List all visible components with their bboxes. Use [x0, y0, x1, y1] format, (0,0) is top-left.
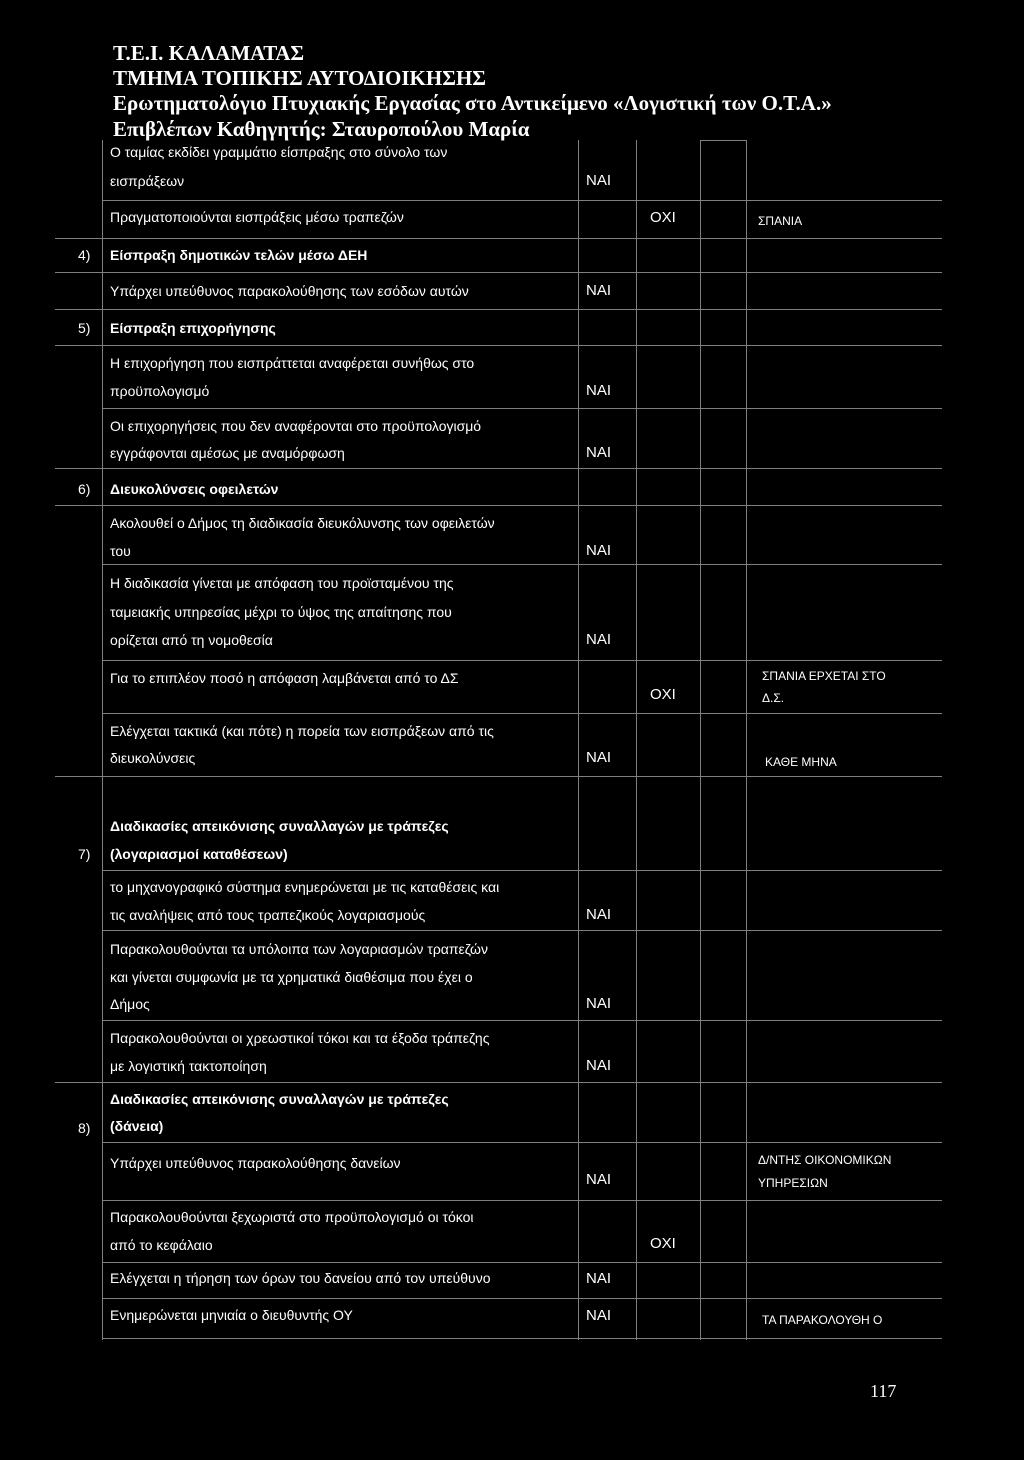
comment-text: ΣΠΑΝΙΑ — [758, 214, 803, 228]
question-text: Παρακολουθούνται οι χρεωστικοί τόκοι και τα έξοδα τράπεζης — [110, 1030, 490, 1046]
comment-text: Δ.Σ. — [762, 691, 785, 705]
header-supervisor: Επιβλέπων Καθηγητής: Σταυροπούλου Μαρία — [113, 117, 530, 141]
question-text: Ενημερώνεται μηνιαία ο διευθυντής ΟΥ — [110, 1307, 353, 1323]
question-text: Υπάρχει υπεύθυνος παρακολούθησης των εσόδων αυτών — [110, 283, 469, 299]
question-text: Ακολουθεί ο Δήμος τη διαδικασία διευκόλυνσης των οφειλετών — [110, 515, 495, 531]
section-number: 4) — [78, 247, 91, 263]
answer-yes: ΝΑΙ — [586, 1171, 612, 1188]
question-text: ταμειακής υπηρεσίας μέχρι το ύψος της απαίτησης που — [110, 604, 452, 620]
answer-yes: ΝΑΙ — [586, 631, 612, 648]
answer-yes: ΝΑΙ — [586, 1307, 612, 1324]
answer-no: ΟΧΙ — [650, 1235, 676, 1252]
question-text: από το κεφάλαιο — [110, 1237, 213, 1253]
question-text: με λογιστική τακτοποίηση — [110, 1058, 267, 1074]
section-title: Διαδικασίες απεικόνισης συναλλαγών με τράπεζες — [110, 818, 449, 834]
section-number: 5) — [78, 320, 91, 336]
comment-text: Δ/ΝΤΗΣ ΟΙΚΟΝΟΜΙΚΩΝ — [758, 1153, 892, 1167]
section-title: (λογαριασμοί καταθέσεων) — [110, 846, 288, 862]
answer-yes: ΝΑΙ — [586, 382, 612, 399]
answer-yes: ΝΑΙ — [586, 906, 612, 923]
question-text: Υπάρχει υπεύθυνος παρακολούθησης δανείων — [110, 1155, 401, 1171]
section-title: Διευκολύνσεις οφειλετών — [110, 481, 279, 497]
section-title: (δάνεια) — [110, 1118, 164, 1134]
question-text: Παρακολουθούνται ξεχωριστά στο προϋπολογισμό οι τόκοι — [110, 1209, 474, 1225]
section-number: 8) — [78, 1120, 91, 1136]
question-text: Πραγματοποιούνται εισπράξεις μέσω τραπεζών — [110, 209, 404, 225]
question-text: και γίνεται συμφωνία με τα χρηματικά διαθέσιμα που έχει ο — [110, 969, 473, 985]
answer-yes: ΝΑΙ — [586, 542, 612, 559]
question-text: Παρακολουθούνται τα υπόλοιπα των λογαριασμών τραπεζών — [110, 941, 488, 957]
answer-yes: ΝΑΙ — [586, 282, 612, 299]
answer-yes: ΝΑΙ — [586, 444, 612, 461]
section-title: Είσπραξη δημοτικών τελών μέσω ΔΕΗ — [110, 247, 368, 263]
question-text: Ελέγχεται η τήρηση των όρων του δανείου από τον υπεύθυνο — [110, 1270, 491, 1286]
question-text: προϋπολογισμό — [110, 383, 210, 399]
comment-text: ΣΠΑΝΙΑ ΕΡΧΕΤΑΙ ΣΤΟ — [762, 669, 886, 683]
question-text: εγγράφονται αμέσως με αναμόρφωση — [110, 445, 345, 461]
question-text: Η διαδικασία γίνεται με απόφαση του προϊσταμένου της — [110, 575, 454, 591]
question-text: το μηχανογραφικό σύστημα ενημερώνεται με τις καταθέσεις και — [110, 879, 500, 895]
question-text: Για το επιπλέον ποσό η απόφαση λαμβάνεται από το ΔΣ — [110, 670, 459, 686]
question-text: ορίζεται από τη νομοθεσία — [110, 632, 273, 648]
page-number: 117 — [870, 1381, 897, 1401]
section-number: 7) — [78, 846, 91, 862]
question-text: Η επιχορήγηση που εισπράττεται αναφέρεται συνήθως στο — [110, 355, 475, 371]
question-text: Οι επιχορηγήσεις που δεν αναφέρονται στο προϋπολογισμό — [110, 418, 482, 434]
answer-no: ΟΧΙ — [650, 209, 676, 226]
question-text: του — [110, 543, 131, 559]
answer-yes: ΝΑΙ — [586, 1270, 612, 1287]
answer-no: ΟΧΙ — [650, 686, 676, 703]
question-text: εισπράξεων — [110, 173, 185, 189]
header-questionnaire-title: Ερωτηματολόγιο Πτυχιακής Εργασίας στο Αντικείμενο «Λογιστική των Ο.Τ.Α.» — [113, 91, 832, 115]
question-text: Δήμος — [110, 996, 150, 1012]
answer-yes: ΝΑΙ — [586, 172, 612, 189]
comment-text: ΚΑΘΕ ΜΗΝΑ — [765, 755, 837, 769]
answer-yes: ΝΑΙ — [586, 749, 612, 766]
section-title: Είσπραξη επιχορήγησης — [110, 320, 276, 336]
header-department: ΤΜΗΜΑ ΤΟΠΙΚΗΣ ΑΥΤΟΔΙΟΙΚΗΣΗΣ — [113, 66, 487, 90]
question-text: διευκολύνσεις — [110, 750, 196, 766]
question-text: Ο ταμίας εκδίδει γραμμάτιο είσπραξης στο σύνολο των — [110, 144, 448, 160]
comment-text: ΤΑ ΠΑΡΑΚΟΛΟΥΘΗ Ο — [762, 1313, 883, 1327]
question-text: τις αναλήψεις από τους τραπεζικούς λογαριασμούς — [110, 907, 426, 923]
answer-yes: ΝΑΙ — [586, 995, 612, 1012]
comment-text: ΥΠΗΡΕΣΙΩΝ — [758, 1176, 828, 1190]
answer-yes: ΝΑΙ — [586, 1057, 612, 1074]
question-text: Ελέγχεται τακτικά (και πότε) η πορεία των εισπράξεων από τις — [110, 723, 494, 739]
section-number: 6) — [78, 481, 91, 497]
section-title: Διαδικασίες απεικόνισης συναλλαγών με τράπεζες — [110, 1091, 449, 1107]
header-institution: Τ.Ε.Ι. ΚΑΛΑΜΑΤΑΣ — [113, 41, 305, 65]
